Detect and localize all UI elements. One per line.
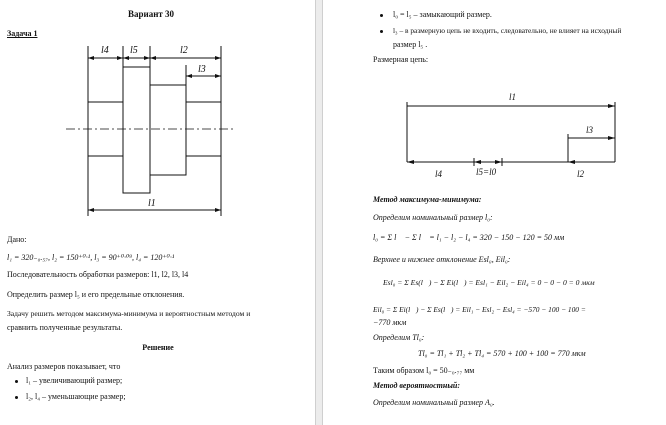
method-prob-heading: Метод вероятностный: (373, 381, 461, 390)
ei-formula-line1: Eil₀ = Σ Ei(l⃗) − Σ Es(l⃖) = Eil₁ − Esl₂ − Esl₄ = −570 − 100 − 100 = (373, 305, 586, 314)
bullet-dot (380, 14, 383, 17)
drawing-label-l2: l2 (180, 45, 188, 56)
bullet-closing-link: l₀ = l₅ – замыкающий размер. (393, 10, 492, 19)
chain-label-l2: l2 (577, 169, 585, 179)
drawing-label-l1: l1 (148, 198, 156, 209)
deviation-text: Верхнее и нижнее отклонение Esl₀, Eil₀: (373, 255, 511, 264)
shaft-step-l5 (123, 67, 150, 193)
chain-label-l1: l1 (509, 92, 517, 102)
chain-title: Размерная цепь: (373, 55, 429, 64)
solution-heading: Решение (142, 343, 174, 352)
nominal-formula: l₀ = Σ l⃗ − Σ l⃖ = l₁ − l₂ − l₄ = 320 − 150 − 120 = 50 мм (373, 233, 565, 242)
task-paragraph-line1: Задачу решить методом максимума-минимума и вероятностным методом и (7, 309, 251, 318)
tolerance-formula: Tl₀ = Tl₁ + Tl₂ + Tl₄ = 570 + 100 + 100 = 770 мкм (418, 349, 586, 358)
bullet-dot (380, 30, 383, 33)
es-formula: Esl₀ = Σ Es(l⃗) − Σ Ei(l⃖) = Esl₁ − Eil₂ − Eil₄ = 0 − 0 − 0 = 0 мкм (383, 278, 595, 287)
dimension-chain-diagram (403, 88, 619, 184)
drawing-label-l4: l4 (101, 45, 109, 56)
chain-label-l5: l5=l0 (476, 167, 497, 177)
sequence-text: Последовательность обработки размеров: l1, l2, l3, l4 (7, 270, 189, 279)
shaft-step-l2 (150, 85, 186, 175)
chain-label-l3: l3 (586, 125, 594, 135)
document-page-right (322, 0, 666, 425)
bullet-increasing: l₁ – увеличивающий размер; (26, 376, 123, 385)
task-heading: Задача 1 (7, 29, 38, 38)
tolerance-text: Определим Tl₀: (373, 333, 425, 342)
bullet-l3-line1: l₃ – в размерную цепь не входить, следовательно, не влияет на исходный (393, 26, 622, 35)
analysis-text: Анализ размеров показывает, что (7, 362, 121, 371)
bullet-dot (15, 396, 18, 399)
chain-label-l4: l4 (435, 169, 443, 179)
drawing-label-l3: l3 (198, 64, 206, 75)
nominal-text-prob: Определим номинальный размер A₀. (373, 398, 495, 407)
bullet-dot (15, 380, 18, 383)
given-label: Дано: (7, 235, 27, 244)
task-paragraph-line2: сравнить полученные результаты. (7, 323, 123, 332)
method-maxmin-heading: Метод максимума-минимума: (373, 195, 482, 204)
result-text: Таким образом l₀ = 50₋₀.₇₇ мм (373, 366, 475, 375)
drawing-label-l5: l5 (130, 45, 138, 56)
given-values: l₁ = 320₋₀.₅₇, l₂ = 150⁺⁰·¹, l₃ = 90⁺⁰·⁰⁹, l₄ = 120⁺⁰·¹ (7, 253, 175, 262)
shaft-drawing (58, 38, 242, 216)
ei-formula-line2: −770 мкм (373, 318, 407, 327)
task-text: Определить размер l₅ и его предельные отклонения. (7, 290, 185, 299)
nominal-text: Определим номинальный размер l₀: (373, 213, 493, 222)
bullet-l3-line2: размер l₅ . (393, 40, 428, 49)
bullet-decreasing: l₂, l₄ – уменьшающие размер; (26, 392, 126, 401)
document-page-left (0, 0, 316, 425)
variant-title: Вариант 30 (128, 9, 175, 19)
